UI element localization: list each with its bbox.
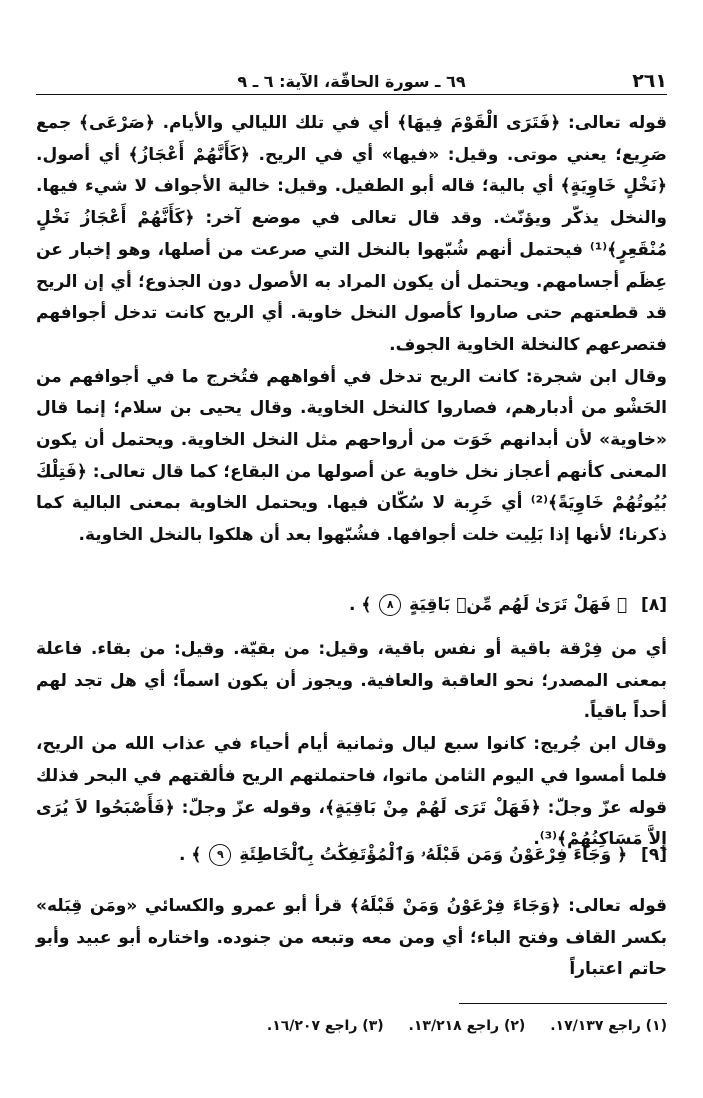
verse-close: ﴾ . [348, 595, 372, 615]
verse-text: ﴿ وَجَآءَ فِرْعَوْنُ وَمَن قَبْلَهُۥ وَٱلْمُؤْتَفِكَٰتُ بِٱلْخَاطِئَةِ [239, 845, 628, 865]
verse-number: [٨] [641, 595, 667, 615]
commentary-block-2 [36, 634, 667, 856]
page-number: ٢٦١ [632, 70, 667, 92]
page-header [36, 64, 667, 95]
verse-text: ﴿ فَهَلْ تَرَىٰ لَهُم مِّنۢ بَاقِيَةٍ [409, 595, 628, 615]
paragraph: وقال ابن شجرة: كانت الريح تدخل في أفواههم فتُخرج ما في أجوافهم من الحَشْو من أدبارهم، فصاروا كالنخل الخاوية. وقال يحيى بن سلام؛ إنما قال «خاوية» لأن أبدانهم خَوَت من أرواحهم مثل النخل الخاوية. ويحتمل أن يكون المعنى كأنهم أعجاز نخل خاوية عن أصولها من البقاع؛ كما قال تعالى: ﴿فَتِلْكَ بُيُوتُهُمْ خَاوِيَةً﴾⁽²⁾ أي خَرِبة لا سُكّان فيها. ويحتمل الخاوية بمعنى البالية كما ذكرنا؛ لأنها إذا بَلِيت خلت أجوافها. فشُبّهوا بعد أن هلكوا بالنخل الخاوية. [36, 366, 668, 546]
paragraph: قوله تعالى: ﴿فَتَرَى الْقَوْمَ فِيهَا﴾ أي في تلك الليالي والأيام. ﴿صَرْعَى﴾ جمع صَرِيع؛ يعني موتى. وقيل: «فيها» أي في الريح. ﴿كَأَنَّهُمْ أَعْجَازُ﴾ أي أصول. ﴿نَخْلٍ خَاوِيَةٍ﴾ أي بالية؛ قاله أبو الطفيل. وقيل: خالية الأجواف لا شيء فيها. والنخل يذكّر ويؤنّث. وقد قال تعالى في موضع آخر: ﴿كَأَنَّهُمْ أَعْجَازُ نَخْلٍ مُنْقَعِرٍ﴾⁽¹⁾ فيحتمل أنهم شُبّهوا بالنخل التي صرعت من أصلها، وهو إخبار عن عِظَم أجسامهم. ويحتمل أن يكون المراد به الأصول دون الجذوع؛ أي إن الريح قد قطعتهم حتى صاروا كأصول النخل خاوية. أي الريح كانت تدخل أجوافهم فتصرعهم كالنخلة الخاوية الجوف. [36, 113, 667, 355]
footnote: (١) راجع ١٧/١٣٧. [550, 1018, 667, 1034]
commentary-block-1 [36, 108, 667, 552]
paragraph: قوله تعالى: ﴿وَجَاءَ فِرْعَوْنُ وَمَنْ قَبْلَهُ﴾ قرأ أبو عمرو والكسائي «ومَن قِبَله» بكسر القاف وفتح الباء؛ أي ومن معه وتبعه من جنوده. واختاره أبو عبيد وأبو حاتم اعتباراً [36, 896, 667, 980]
footnotes [247, 1018, 667, 1034]
footnote: (٣) راجع ١٦/٢٠٧. [266, 1018, 384, 1034]
commentary-block-3 [36, 891, 667, 986]
verse-heading-9 [36, 840, 667, 870]
running-title: ٦٩ ـ سورة الحاقّة، الآية: ٦ ـ ٩ [237, 72, 466, 91]
paragraph: وقال ابن جُريج: كانوا سبع ليال وثمانية أيام أحياء في عذاب الله من الريح، فلما أمسوا في اليوم الثامن ماتوا، فاحتملتهم الريح فألقتهم في البحر فذلك قوله عزّ وجلّ: ﴿فَهَلْ تَرَى لَهُمْ مِنْ بَاقِيَةٍ﴾، وقوله عزّ وجلّ: ﴿فَأَصْبَحُوا لاَ يُرَى إِلاَّ مَسَاكِنُهُمْ﴾⁽³⁾. [36, 734, 667, 850]
paragraph: أي من فِرْقة باقية أو نفس باقية، وقيل: من بقيّة. وقيل: من بقاء. فاعلة بمعنى المصدر؛ نحو العاقبة والعافية. ويجوز أن يكون اسماً؛ أي هل تجد لهم أحداً باقياً. [36, 639, 667, 723]
ayah-end-marker: ٩ [209, 844, 231, 866]
verse-number: [٩] [641, 845, 667, 865]
footnote: (٢) راجع ١٣/٢١٨. [408, 1018, 526, 1034]
verse-heading-8 [36, 590, 667, 620]
verse-close: ﴾ . [179, 845, 202, 865]
ayah-end-marker: ٨ [379, 594, 401, 616]
footnote-divider [459, 1003, 667, 1004]
